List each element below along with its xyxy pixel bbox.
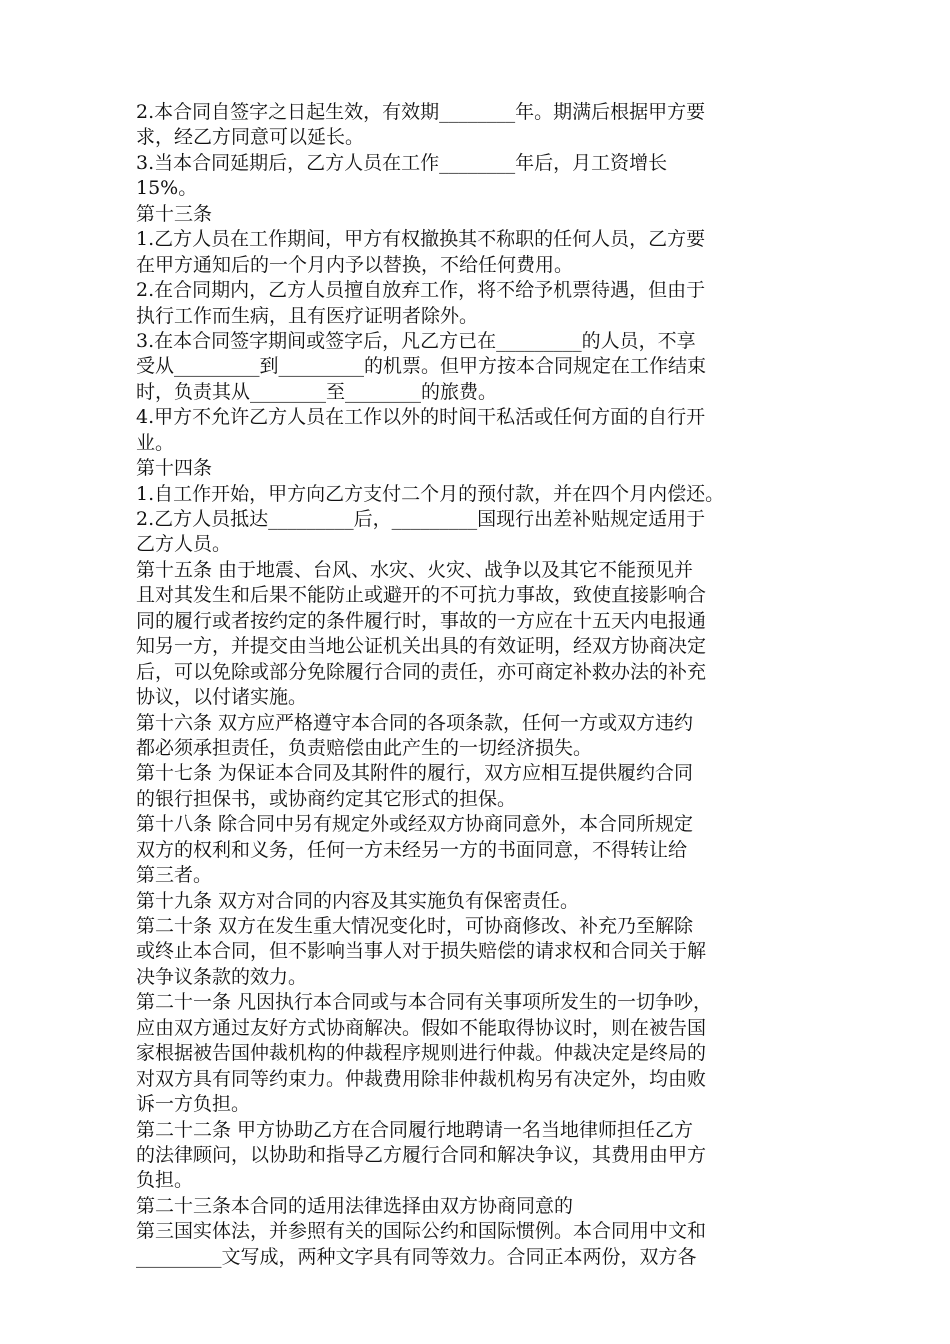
text-line: 第二十一条 凡因执行本合同或与本合同有关事项所发生的一切争吵，	[136, 991, 713, 1014]
text-line: 第十七条 为保证本合同及其附件的履行，双方应相互提供履约合同	[136, 762, 694, 785]
text-line: 乙方人员。	[136, 533, 232, 556]
text-line: 的法律顾问，以协助和指导乙方履行合同和解决争议，其费用由甲方	[136, 1143, 707, 1166]
text-line: 1.乙方人员在工作期间，甲方有权撤换其不称职的任何人员，乙方要	[136, 228, 706, 251]
text-line: 第三国实体法，并参照有关的国际公约和国际惯例。本合同用中文和	[136, 1220, 707, 1243]
text-line: 双方的权利和义务，任何一方未经另一方的书面同意，不得转让给	[136, 838, 688, 861]
text-line: 第十九条 双方对合同的内容及其实施负有保密责任。	[136, 889, 580, 912]
text-line: 时，负责其从________至________的旅费。	[136, 380, 498, 403]
text-line: 第二十三条本合同的适用法律选择由双方协商同意的	[136, 1194, 574, 1217]
text-line: 负担。	[136, 1169, 194, 1192]
text-line: 受从_________到_________的机票。但甲方按本合同规定在工作结束	[136, 355, 707, 378]
article-heading: 第十四条	[136, 457, 213, 480]
article-heading: 第十三条	[136, 202, 213, 225]
text-line: 第十六条 双方应严格遵守本合同的各项条款，任何一方或双方违约	[136, 711, 694, 734]
text-line: 且对其发生和后果不能防止或避开的不可抗力事故，致使直接影响合	[136, 584, 707, 607]
text-line: 或终止本合同，但不影响当事人对于损失赔偿的请求权和合同关于解	[136, 940, 707, 963]
contract-text-body	[136, 100, 816, 1270]
text-line: 在甲方通知后的一个月内予以替换，不给任何费用。	[136, 253, 574, 276]
text-line: 应由双方通过友好方式协商解决。假如不能取得协议时，则在被告国	[136, 1016, 707, 1039]
text-line: 业。	[136, 431, 175, 454]
text-line: 2.乙方人员抵达_________后，_________国现行出差补贴规定适用于	[136, 508, 706, 530]
text-line: 后，可以免除或部分免除履行合同的责任，亦可商定补救办法的补充	[136, 660, 707, 683]
text-line: 都必须承担责任，负责赔偿由此产生的一切经济损失。	[136, 736, 593, 759]
text-line: 对双方具有同等约束力。仲裁费用除非仲裁机构另有决定外，均由败	[136, 1067, 707, 1090]
text-line: 第十五条 由于地震、台风、水灾、火灾、战争以及其它不能预见并	[136, 558, 694, 581]
text-line: 4.甲方不允许乙方人员在工作以外的时间干私活或任何方面的自行开	[136, 406, 706, 429]
text-line: 求，经乙方同意可以延长。	[136, 126, 365, 149]
text-line: 同的履行或者按约定的条件履行时，事故的一方应在十五天内电报通	[136, 609, 707, 632]
text-line: 2.本合同自签字之日起生效，有效期________年。期满后根据甲方要	[136, 101, 706, 123]
text-line: 15%。	[136, 177, 198, 200]
text-line: _________文写成，两种文字具有同等效力。合同正本两份，双方各	[136, 1245, 697, 1268]
text-line: 第二十二条 甲方协助乙方在合同履行地聘请一名当地律师担任乙方	[136, 1118, 694, 1141]
text-line: 2.在合同期内，乙方人员擅自放弃工作，将不给予机票待遇，但由于	[136, 279, 706, 302]
text-line: 第二十条 双方在发生重大情况变化时，可协商修改、补充乃至解除	[136, 915, 694, 937]
text-line: 1.自工作开始，甲方向乙方支付二个月的预付款，并在四个月内偿还。	[136, 482, 725, 505]
text-line: 决争议条款的效力。	[136, 965, 308, 988]
text-line: 3.当本合同延期后，乙方人员在工作________年后，月工资增长	[136, 151, 668, 174]
text-line: 家根据被告国仲裁机构的仲裁程序规则进行仲裁。仲裁决定是终局的	[136, 1042, 707, 1065]
text-line: 协议，以付诸实施。	[136, 686, 308, 709]
text-line: 知另一方，并提交由当地公证机关出具的有效证明，经双方协商决定	[136, 635, 707, 658]
text-line: 的银行担保书，或协商约定其它形式的担保。	[136, 787, 517, 810]
text-line: 诉一方负担。	[136, 1093, 251, 1116]
text-line: 第十八条 除合同中另有规定外或经双方协商同意外，本合同所规定	[136, 813, 694, 836]
text-line: 执行工作而生病，且有医疗证明者除外。	[136, 304, 479, 327]
text-line: 3.在本合同签字期间或签字后，凡乙方已在_________的人员，不享	[136, 329, 696, 352]
text-line: 第三者。	[136, 864, 213, 887]
